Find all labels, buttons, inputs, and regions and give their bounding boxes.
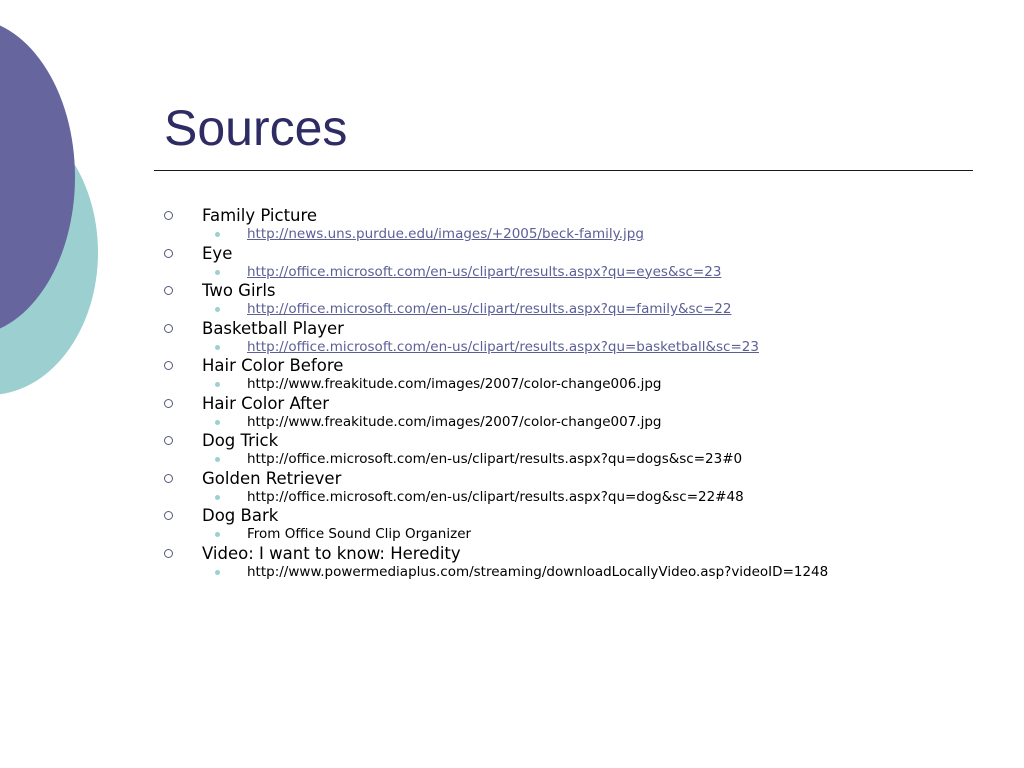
source-reference-row: [164, 265, 1004, 281]
hollow-circle-bullet-icon: [164, 211, 173, 220]
hollow-circle-bullet-icon: [164, 511, 173, 520]
title-divider: [154, 170, 973, 171]
hollow-circle-bullet-icon: [164, 436, 173, 445]
source-item: [164, 393, 1004, 431]
hollow-circle-bullet-icon: [164, 361, 173, 370]
source-item-row: [164, 355, 1004, 377]
source-item-label: Basketball Player: [202, 318, 344, 338]
source-item-row: [164, 543, 1004, 565]
hollow-circle-bullet-icon: [164, 324, 173, 333]
source-item-label: Hair Color Before: [202, 356, 344, 375]
filled-dot-bullet-icon: [215, 420, 220, 425]
source-reference-row: [164, 377, 1004, 393]
source-text: From Office Sound Clip Organizer: [247, 526, 472, 542]
source-item-row: [164, 243, 1004, 265]
sources-list: [164, 205, 1004, 580]
source-link[interactable]: http://office.microsoft.com/en-us/clipart/results.aspx?qu=eyes&sc=23: [247, 263, 722, 280]
hollow-circle-bullet-icon: [164, 399, 173, 408]
hollow-circle-bullet-icon: [164, 549, 173, 558]
source-item-label: Dog Bark: [202, 506, 279, 525]
source-item-row: [164, 393, 1004, 415]
source-item-label: Dog Trick: [202, 431, 279, 450]
source-reference-row: [164, 302, 1004, 318]
source-item: [164, 505, 1004, 543]
source-reference-row: [164, 227, 1004, 243]
source-text: http://www.powermediaplus.com/streaming/downloadLocallyVideo.asp?videoID=1248: [247, 563, 829, 580]
source-reference-row: [164, 340, 1004, 356]
source-item: [164, 355, 1004, 393]
hollow-circle-bullet-icon: [164, 286, 173, 295]
source-link[interactable]: http://office.microsoft.com/en-us/clipart/results.aspx?qu=family&sc=22: [247, 301, 732, 317]
source-item: [164, 205, 1004, 243]
source-link[interactable]: http://office.microsoft.com/en-us/clipart/results.aspx?qu=basketball&sc=23: [247, 338, 759, 355]
hollow-circle-bullet-icon: [164, 474, 173, 483]
source-item: [164, 430, 1004, 468]
source-item-row: [164, 280, 1004, 302]
filled-dot-bullet-icon: [215, 307, 220, 312]
source-item-row: [164, 468, 1004, 490]
source-reference-row: [164, 565, 1004, 581]
slide-title: Sources: [164, 100, 348, 156]
hollow-circle-bullet-icon: [164, 249, 173, 258]
filled-dot-bullet-icon: [215, 345, 220, 350]
source-item-label: Family Picture: [202, 206, 318, 225]
source-item: [164, 468, 1004, 506]
source-item-row: [164, 318, 1004, 340]
filled-dot-bullet-icon: [215, 270, 220, 275]
source-text: http://www.freakitude.com/images/2007/color-change007.jpg: [247, 413, 662, 430]
source-link[interactable]: http://news.uns.purdue.edu/images/+2005/beck-family.jpg: [247, 226, 644, 242]
filled-dot-bullet-icon: [215, 457, 220, 462]
source-text: http://office.microsoft.com/en-us/clipart/results.aspx?qu=dogs&sc=23#0: [247, 451, 743, 467]
source-item-label: Video: I want to know: Heredity: [202, 543, 461, 563]
source-item-label: Hair Color After: [202, 393, 330, 413]
source-item-row: [164, 505, 1004, 527]
source-item-label: Eye: [202, 243, 233, 263]
source-reference-row: [164, 490, 1004, 506]
source-reference-row: [164, 415, 1004, 431]
source-reference-row: [164, 527, 1004, 543]
filled-dot-bullet-icon: [215, 570, 220, 575]
source-item: [164, 318, 1004, 356]
source-item: [164, 543, 1004, 581]
source-item-label: Golden Retriever: [202, 468, 342, 488]
source-item-row: [164, 205, 1004, 227]
source-item-label: Two Girls: [202, 281, 276, 300]
source-item-row: [164, 430, 1004, 452]
source-reference-row: [164, 452, 1004, 468]
filled-dot-bullet-icon: [215, 382, 220, 387]
filled-dot-bullet-icon: [215, 232, 220, 237]
source-text: http://office.microsoft.com/en-us/clipart/results.aspx?qu=dog&sc=22#48: [247, 488, 744, 505]
filled-dot-bullet-icon: [215, 495, 220, 500]
filled-dot-bullet-icon: [215, 532, 220, 537]
source-item: [164, 243, 1004, 281]
source-text: http://www.freakitude.com/images/2007/color-change006.jpg: [247, 376, 662, 392]
source-item: [164, 280, 1004, 318]
